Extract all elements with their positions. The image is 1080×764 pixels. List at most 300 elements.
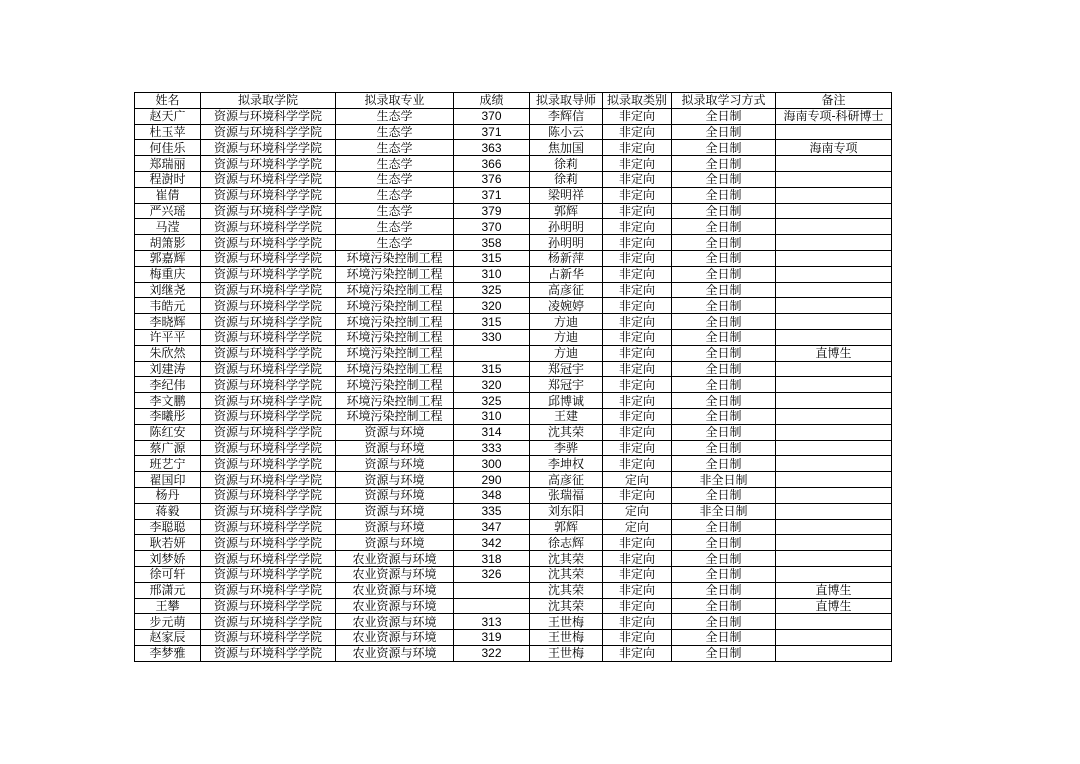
cell-category: 定向 xyxy=(603,503,672,519)
table-row xyxy=(135,598,892,614)
header-college: 拟录取学院 xyxy=(201,93,336,109)
cell-major: 资源与环境 xyxy=(336,503,454,519)
cell-study-mode: 全日制 xyxy=(672,535,776,551)
table-row xyxy=(135,298,892,314)
cell-study-mode: 全日制 xyxy=(672,519,776,535)
cell-major: 环境污染控制工程 xyxy=(336,408,454,424)
cell-category: 非定向 xyxy=(603,440,672,456)
cell-remarks xyxy=(776,235,892,251)
cell-major: 农业资源与环境 xyxy=(336,598,454,614)
table-row xyxy=(135,551,892,567)
cell-name: 杨丹 xyxy=(135,487,201,503)
cell-college: 资源与环境科学学院 xyxy=(201,203,336,219)
cell-remarks xyxy=(776,503,892,519)
cell-remarks xyxy=(776,630,892,646)
cell-major: 生态学 xyxy=(336,187,454,203)
cell-remarks xyxy=(776,314,892,330)
cell-college: 资源与环境科学学院 xyxy=(201,314,336,330)
cell-advisor: 李辉信 xyxy=(530,108,603,124)
cell-advisor: 王世梅 xyxy=(530,614,603,630)
cell-name: 郑瑞丽 xyxy=(135,156,201,172)
cell-college: 资源与环境科学学院 xyxy=(201,108,336,124)
cell-major: 农业资源与环境 xyxy=(336,614,454,630)
cell-score xyxy=(454,345,530,361)
cell-advisor: 王建 xyxy=(530,408,603,424)
table-row xyxy=(135,156,892,172)
cell-category: 非定向 xyxy=(603,630,672,646)
cell-study-mode: 全日制 xyxy=(672,250,776,266)
cell-category: 定向 xyxy=(603,519,672,535)
cell-score: 363 xyxy=(454,140,530,156)
cell-study-mode: 全日制 xyxy=(672,314,776,330)
cell-remarks: 直博生 xyxy=(776,598,892,614)
table-row xyxy=(135,171,892,187)
cell-remarks xyxy=(776,472,892,488)
cell-category: 非定向 xyxy=(603,235,672,251)
cell-study-mode: 全日制 xyxy=(672,393,776,409)
table-header-row xyxy=(135,93,892,109)
cell-remarks xyxy=(776,566,892,582)
table-row xyxy=(135,266,892,282)
cell-major: 资源与环境 xyxy=(336,440,454,456)
table-row xyxy=(135,645,892,661)
cell-name: 郭嘉辉 xyxy=(135,250,201,266)
cell-score: 315 xyxy=(454,314,530,330)
cell-score: 347 xyxy=(454,519,530,535)
cell-name: 梅重庆 xyxy=(135,266,201,282)
cell-advisor: 梁明祥 xyxy=(530,187,603,203)
header-major: 拟录取专业 xyxy=(336,93,454,109)
cell-study-mode: 全日制 xyxy=(672,187,776,203)
header-study-mode: 拟录取学习方式 xyxy=(672,93,776,109)
cell-study-mode: 全日制 xyxy=(672,645,776,661)
cell-major: 环境污染控制工程 xyxy=(336,314,454,330)
cell-category: 非定向 xyxy=(603,614,672,630)
cell-score: 325 xyxy=(454,393,530,409)
cell-college: 资源与环境科学学院 xyxy=(201,487,336,503)
cell-advisor: 高彦征 xyxy=(530,282,603,298)
cell-category: 非定向 xyxy=(603,329,672,345)
cell-name: 赵家辰 xyxy=(135,630,201,646)
cell-college: 资源与环境科学学院 xyxy=(201,503,336,519)
cell-advisor: 李骅 xyxy=(530,440,603,456)
cell-name: 李纪伟 xyxy=(135,377,201,393)
cell-remarks xyxy=(776,408,892,424)
cell-category: 非定向 xyxy=(603,535,672,551)
cell-name: 韦皓元 xyxy=(135,298,201,314)
cell-category: 非定向 xyxy=(603,314,672,330)
cell-name: 邢潇元 xyxy=(135,582,201,598)
cell-college: 资源与环境科学学院 xyxy=(201,187,336,203)
cell-name: 马滢 xyxy=(135,219,201,235)
cell-major: 资源与环境 xyxy=(336,535,454,551)
table-row xyxy=(135,219,892,235)
cell-study-mode: 非全日制 xyxy=(672,472,776,488)
cell-major: 农业资源与环境 xyxy=(336,551,454,567)
header-category: 拟录取类别 xyxy=(603,93,672,109)
table-row xyxy=(135,361,892,377)
cell-name: 刘建涛 xyxy=(135,361,201,377)
cell-study-mode: 全日制 xyxy=(672,377,776,393)
cell-remarks xyxy=(776,329,892,345)
cell-score: 325 xyxy=(454,282,530,298)
cell-name: 李曦彤 xyxy=(135,408,201,424)
cell-college: 资源与环境科学学院 xyxy=(201,377,336,393)
table-row xyxy=(135,187,892,203)
table-row xyxy=(135,566,892,582)
cell-score: 371 xyxy=(454,187,530,203)
cell-major: 生态学 xyxy=(336,171,454,187)
cell-advisor: 陈小云 xyxy=(530,124,603,140)
table-row xyxy=(135,472,892,488)
cell-remarks xyxy=(776,551,892,567)
table-row xyxy=(135,503,892,519)
cell-college: 资源与环境科学学院 xyxy=(201,519,336,535)
cell-name: 耿若妍 xyxy=(135,535,201,551)
cell-major: 生态学 xyxy=(336,140,454,156)
cell-score: 330 xyxy=(454,329,530,345)
cell-name: 班艺宁 xyxy=(135,456,201,472)
cell-advisor: 郭辉 xyxy=(530,519,603,535)
cell-category: 非定向 xyxy=(603,566,672,582)
cell-advisor: 邱博诚 xyxy=(530,393,603,409)
cell-study-mode: 全日制 xyxy=(672,329,776,345)
cell-category: 非定向 xyxy=(603,424,672,440)
cell-category: 非定向 xyxy=(603,124,672,140)
table-row xyxy=(135,440,892,456)
cell-college: 资源与环境科学学院 xyxy=(201,645,336,661)
cell-remarks xyxy=(776,535,892,551)
cell-college: 资源与环境科学学院 xyxy=(201,472,336,488)
cell-college: 资源与环境科学学院 xyxy=(201,298,336,314)
cell-score: 315 xyxy=(454,250,530,266)
cell-study-mode: 全日制 xyxy=(672,266,776,282)
cell-major: 资源与环境 xyxy=(336,456,454,472)
cell-score xyxy=(454,598,530,614)
cell-score: 290 xyxy=(454,472,530,488)
cell-score: 333 xyxy=(454,440,530,456)
table-row xyxy=(135,140,892,156)
cell-category: 非定向 xyxy=(603,187,672,203)
cell-score: 310 xyxy=(454,266,530,282)
cell-college: 资源与环境科学学院 xyxy=(201,345,336,361)
cell-study-mode: 全日制 xyxy=(672,551,776,567)
cell-college: 资源与环境科学学院 xyxy=(201,630,336,646)
cell-advisor: 占新华 xyxy=(530,266,603,282)
cell-score: 370 xyxy=(454,108,530,124)
cell-study-mode: 全日制 xyxy=(672,235,776,251)
cell-name: 许平平 xyxy=(135,329,201,345)
cell-major: 资源与环境 xyxy=(336,424,454,440)
cell-study-mode: 全日制 xyxy=(672,171,776,187)
table-row xyxy=(135,393,892,409)
cell-study-mode: 全日制 xyxy=(672,456,776,472)
cell-advisor: 王世梅 xyxy=(530,630,603,646)
cell-major: 生态学 xyxy=(336,108,454,124)
cell-college: 资源与环境科学学院 xyxy=(201,424,336,440)
cell-category: 非定向 xyxy=(603,393,672,409)
table-row xyxy=(135,614,892,630)
cell-study-mode: 非全日制 xyxy=(672,503,776,519)
cell-college: 资源与环境科学学院 xyxy=(201,566,336,582)
cell-college: 资源与环境科学学院 xyxy=(201,598,336,614)
header-advisor: 拟录取导师 xyxy=(530,93,603,109)
cell-advisor: 郭辉 xyxy=(530,203,603,219)
cell-advisor: 沈其荣 xyxy=(530,582,603,598)
cell-major: 资源与环境 xyxy=(336,519,454,535)
cell-remarks xyxy=(776,377,892,393)
cell-name: 刘梦娇 xyxy=(135,551,201,567)
cell-category: 非定向 xyxy=(603,408,672,424)
cell-advisor: 张瑞福 xyxy=(530,487,603,503)
cell-study-mode: 全日制 xyxy=(672,566,776,582)
cell-study-mode: 全日制 xyxy=(672,582,776,598)
table-row xyxy=(135,424,892,440)
cell-major: 环境污染控制工程 xyxy=(336,282,454,298)
cell-college: 资源与环境科学学院 xyxy=(201,535,336,551)
cell-remarks: 海南专项 xyxy=(776,140,892,156)
cell-score: 371 xyxy=(454,124,530,140)
table-row xyxy=(135,377,892,393)
cell-category: 非定向 xyxy=(603,645,672,661)
cell-score: 319 xyxy=(454,630,530,646)
cell-category: 非定向 xyxy=(603,582,672,598)
cell-college: 资源与环境科学学院 xyxy=(201,361,336,377)
cell-study-mode: 全日制 xyxy=(672,361,776,377)
cell-remarks xyxy=(776,456,892,472)
cell-major: 生态学 xyxy=(336,219,454,235)
cell-category: 非定向 xyxy=(603,345,672,361)
cell-college: 资源与环境科学学院 xyxy=(201,156,336,172)
cell-study-mode: 全日制 xyxy=(672,108,776,124)
cell-category: 非定向 xyxy=(603,140,672,156)
cell-category: 非定向 xyxy=(603,598,672,614)
cell-score: 376 xyxy=(454,171,530,187)
table-row xyxy=(135,108,892,124)
cell-remarks xyxy=(776,424,892,440)
cell-name: 杜玉苹 xyxy=(135,124,201,140)
cell-major: 环境污染控制工程 xyxy=(336,361,454,377)
cell-advisor: 沈其荣 xyxy=(530,566,603,582)
cell-remarks xyxy=(776,266,892,282)
table-row xyxy=(135,314,892,330)
cell-advisor: 方迪 xyxy=(530,329,603,345)
cell-category: 非定向 xyxy=(603,487,672,503)
cell-score: 358 xyxy=(454,235,530,251)
cell-advisor: 沈其荣 xyxy=(530,551,603,567)
cell-name: 蒋毅 xyxy=(135,503,201,519)
cell-name: 胡箫影 xyxy=(135,235,201,251)
cell-college: 资源与环境科学学院 xyxy=(201,250,336,266)
cell-name: 刘继尧 xyxy=(135,282,201,298)
cell-category: 非定向 xyxy=(603,250,672,266)
cell-college: 资源与环境科学学院 xyxy=(201,393,336,409)
cell-college: 资源与环境科学学院 xyxy=(201,456,336,472)
table-row xyxy=(135,408,892,424)
table-row xyxy=(135,282,892,298)
table-row xyxy=(135,235,892,251)
cell-score: 335 xyxy=(454,503,530,519)
cell-remarks xyxy=(776,124,892,140)
cell-study-mode: 全日制 xyxy=(672,630,776,646)
cell-advisor: 凌婉婷 xyxy=(530,298,603,314)
cell-remarks xyxy=(776,440,892,456)
cell-college: 资源与环境科学学院 xyxy=(201,614,336,630)
cell-remarks xyxy=(776,487,892,503)
cell-score: 314 xyxy=(454,424,530,440)
cell-major: 环境污染控制工程 xyxy=(336,329,454,345)
table-row xyxy=(135,456,892,472)
cell-advisor: 孙明明 xyxy=(530,219,603,235)
cell-score: 326 xyxy=(454,566,530,582)
cell-remarks xyxy=(776,282,892,298)
cell-college: 资源与环境科学学院 xyxy=(201,282,336,298)
cell-study-mode: 全日制 xyxy=(672,598,776,614)
cell-major: 资源与环境 xyxy=(336,472,454,488)
cell-category: 非定向 xyxy=(603,282,672,298)
cell-score: 342 xyxy=(454,535,530,551)
cell-category: 非定向 xyxy=(603,266,672,282)
cell-advisor: 徐莉 xyxy=(530,156,603,172)
cell-category: 非定向 xyxy=(603,108,672,124)
cell-advisor: 高彦征 xyxy=(530,472,603,488)
cell-major: 资源与环境 xyxy=(336,487,454,503)
cell-study-mode: 全日制 xyxy=(672,440,776,456)
cell-advisor: 刘东阳 xyxy=(530,503,603,519)
table-row xyxy=(135,329,892,345)
cell-remarks xyxy=(776,614,892,630)
cell-advisor: 孙明明 xyxy=(530,235,603,251)
cell-advisor: 郑冠宇 xyxy=(530,361,603,377)
cell-remarks xyxy=(776,219,892,235)
cell-name: 严兴瑶 xyxy=(135,203,201,219)
table-row xyxy=(135,250,892,266)
cell-study-mode: 全日制 xyxy=(672,298,776,314)
cell-college: 资源与环境科学学院 xyxy=(201,408,336,424)
admissions-sheet xyxy=(134,92,891,662)
cell-category: 非定向 xyxy=(603,171,672,187)
cell-study-mode: 全日制 xyxy=(672,203,776,219)
cell-score: 310 xyxy=(454,408,530,424)
cell-name: 李文鹏 xyxy=(135,393,201,409)
cell-remarks: 直博生 xyxy=(776,345,892,361)
cell-advisor: 沈其荣 xyxy=(530,598,603,614)
cell-study-mode: 全日制 xyxy=(672,345,776,361)
table-row xyxy=(135,519,892,535)
cell-score: 379 xyxy=(454,203,530,219)
cell-name: 徐可轩 xyxy=(135,566,201,582)
cell-name: 李梦雅 xyxy=(135,645,201,661)
cell-major: 环境污染控制工程 xyxy=(336,266,454,282)
cell-college: 资源与环境科学学院 xyxy=(201,266,336,282)
cell-score: 313 xyxy=(454,614,530,630)
cell-name: 程澍时 xyxy=(135,171,201,187)
cell-category: 非定向 xyxy=(603,361,672,377)
header-remarks: 备注 xyxy=(776,93,892,109)
cell-category: 非定向 xyxy=(603,156,672,172)
table-row xyxy=(135,582,892,598)
cell-category: 定向 xyxy=(603,472,672,488)
cell-major: 农业资源与环境 xyxy=(336,582,454,598)
cell-study-mode: 全日制 xyxy=(672,140,776,156)
cell-remarks xyxy=(776,645,892,661)
cell-category: 非定向 xyxy=(603,456,672,472)
cell-study-mode: 全日制 xyxy=(672,219,776,235)
header-name: 姓名 xyxy=(135,93,201,109)
table-row xyxy=(135,487,892,503)
cell-name: 朱欣然 xyxy=(135,345,201,361)
cell-score: 320 xyxy=(454,377,530,393)
cell-name: 翟国印 xyxy=(135,472,201,488)
cell-name: 王攀 xyxy=(135,598,201,614)
cell-category: 非定向 xyxy=(603,551,672,567)
cell-college: 资源与环境科学学院 xyxy=(201,171,336,187)
cell-college: 资源与环境科学学院 xyxy=(201,551,336,567)
cell-score: 370 xyxy=(454,219,530,235)
cell-category: 非定向 xyxy=(603,298,672,314)
cell-study-mode: 全日制 xyxy=(672,408,776,424)
cell-advisor: 方迪 xyxy=(530,314,603,330)
cell-name: 陈红安 xyxy=(135,424,201,440)
cell-score: 315 xyxy=(454,361,530,377)
table-row xyxy=(135,345,892,361)
cell-advisor: 王世梅 xyxy=(530,645,603,661)
cell-category: 非定向 xyxy=(603,377,672,393)
cell-name: 崔倩 xyxy=(135,187,201,203)
cell-remarks xyxy=(776,393,892,409)
cell-study-mode: 全日制 xyxy=(672,124,776,140)
cell-remarks xyxy=(776,361,892,377)
cell-score: 320 xyxy=(454,298,530,314)
admissions-table xyxy=(134,92,892,662)
cell-major: 生态学 xyxy=(336,203,454,219)
cell-study-mode: 全日制 xyxy=(672,282,776,298)
cell-college: 资源与环境科学学院 xyxy=(201,235,336,251)
cell-study-mode: 全日制 xyxy=(672,487,776,503)
cell-score: 300 xyxy=(454,456,530,472)
cell-name: 何佳乐 xyxy=(135,140,201,156)
cell-remarks xyxy=(776,156,892,172)
cell-college: 资源与环境科学学院 xyxy=(201,219,336,235)
cell-advisor: 焦加国 xyxy=(530,140,603,156)
cell-advisor: 方迪 xyxy=(530,345,603,361)
cell-major: 农业资源与环境 xyxy=(336,645,454,661)
cell-major: 环境污染控制工程 xyxy=(336,298,454,314)
table-row xyxy=(135,535,892,551)
cell-college: 资源与环境科学学院 xyxy=(201,329,336,345)
cell-study-mode: 全日制 xyxy=(672,156,776,172)
cell-score: 322 xyxy=(454,645,530,661)
cell-major: 环境污染控制工程 xyxy=(336,377,454,393)
cell-score: 318 xyxy=(454,551,530,567)
cell-category: 非定向 xyxy=(603,219,672,235)
cell-advisor: 徐莉 xyxy=(530,171,603,187)
table-row xyxy=(135,124,892,140)
cell-remarks xyxy=(776,203,892,219)
table-row xyxy=(135,203,892,219)
cell-category: 非定向 xyxy=(603,203,672,219)
cell-remarks xyxy=(776,250,892,266)
cell-remarks xyxy=(776,171,892,187)
cell-major: 生态学 xyxy=(336,156,454,172)
cell-advisor: 李坤权 xyxy=(530,456,603,472)
cell-major: 生态学 xyxy=(336,235,454,251)
cell-remarks xyxy=(776,187,892,203)
cell-college: 资源与环境科学学院 xyxy=(201,582,336,598)
cell-advisor: 郑冠宇 xyxy=(530,377,603,393)
table-row xyxy=(135,630,892,646)
cell-advisor: 徐志辉 xyxy=(530,535,603,551)
